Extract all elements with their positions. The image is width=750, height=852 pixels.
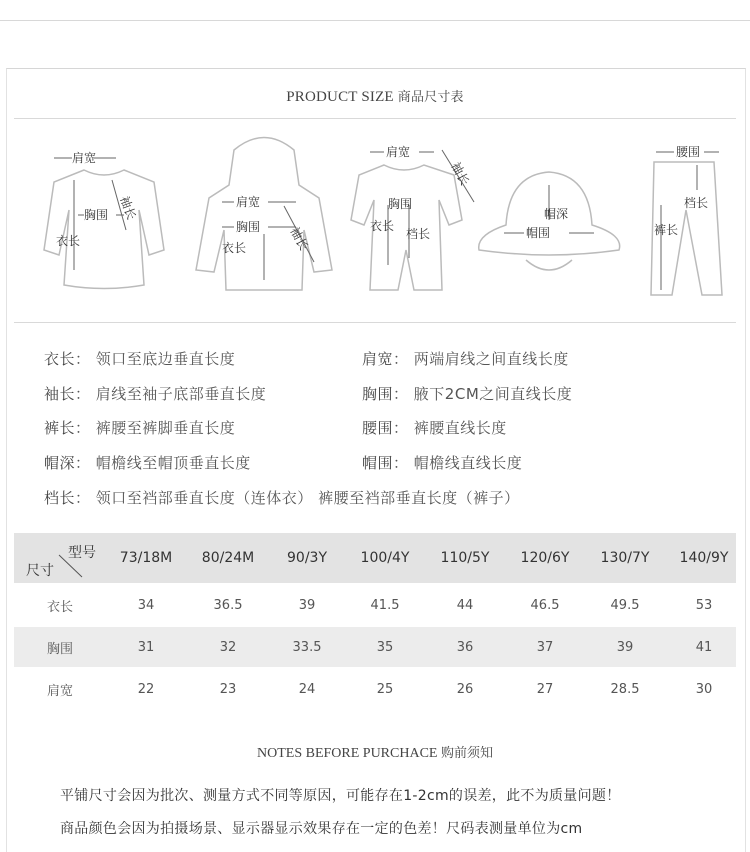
dress-shoulder-label: 肩宽 [72,151,97,165]
illustration-rule [14,322,736,323]
romper-length-label: 衣长 [370,219,395,233]
definition-item: 帽围： 帽檐线直线长度 [362,454,523,472]
table-cell: 36 [456,639,474,655]
table-cell: 31 [137,639,155,655]
jacket-length-label: 衣长 [222,241,247,255]
table-cell: 36.5 [213,597,243,613]
note-line: 平铺尺寸会因为批次、测量方式不同等原因，可能存在1-2cm的误差，此不为质量问题！ [60,788,621,804]
table-cell: 23 [219,681,237,697]
romper-chest-label: 胸围 [388,197,413,211]
definition-item: 档长： 领口至裆部垂直长度（连体衣） 裤腰至裆部垂直长度（裤子） [44,489,520,507]
definition-item: 袖长： 肩线至袖子底部垂直长度 [44,385,267,403]
table-cell: 46.5 [530,597,560,613]
hat-circ-label: 帽围 [526,226,551,240]
table-header-row [14,533,736,583]
dress-illustration [44,170,164,289]
definition-item: 腰围： 裤腰直线长度 [362,419,507,437]
pants-rise-label: 档长 [684,196,709,210]
notes-title-cn: 购前须知 [440,746,493,761]
table-cell: 44 [456,597,474,613]
corner-measure-label: 尺寸 [26,563,54,579]
definition-item: 帽深： 帽檐线至帽顶垂直长度 [44,454,251,472]
notes-title-en: NOTES BEFORE PURCHACE [257,746,438,761]
table-cell: 49.5 [610,597,640,613]
size-header: 80/24M [201,550,255,566]
size-header: 90/3Y [287,550,327,566]
row-label: 肩宽 [46,683,74,699]
definition-item: 衣长： 领口至底边垂直长度 [44,350,236,368]
hat-depth-label: 帽深 [544,207,569,221]
dress-sleeve-label: 袖长 [117,194,139,222]
garment-illustrations-svg [14,130,736,310]
table-cell: 39 [298,597,316,613]
dress-chest-label: 胸围 [84,208,109,222]
definition-item: 肩宽： 两端肩线之间直线长度 [362,350,569,368]
table-row [14,627,736,667]
table-cell: 32 [219,639,237,655]
jacket-sleeve-label: 袖长 [287,224,311,253]
table-row [14,585,736,625]
table-cell: 28.5 [610,681,640,697]
table-cell: 37 [536,639,554,655]
table-cell: 24 [298,681,316,697]
size-header: 140/9Y [679,550,729,566]
jacket-chest-label: 胸围 [236,220,261,234]
table-cell: 39 [616,639,634,655]
romper-rise-label: 档长 [406,227,431,241]
table-cell: 27 [536,681,554,697]
title-cn: 商品尺寸表 [397,90,464,105]
size-header: 100/4Y [360,550,410,566]
table-cell: 30 [695,681,713,697]
table-cell: 41 [695,639,713,655]
romper-sleeve-label: 袖长 [448,159,472,188]
pants-waist-label: 腰围 [676,145,701,159]
size-chart-title [0,86,750,106]
table-cell: 33.5 [292,639,322,655]
jacket-shoulder-label: 肩宽 [236,195,261,209]
row-label: 衣长 [46,599,74,615]
size-header: 73/18M [119,550,173,566]
table-cell: 26 [456,681,474,697]
row-label: 胸围 [46,641,74,657]
table-cell: 25 [376,681,394,697]
table-cell: 53 [695,597,713,613]
dress-length-label: 衣长 [56,234,81,248]
romper-shoulder-label: 肩宽 [386,145,411,159]
size-header: 120/6Y [520,550,570,566]
table-cell: 35 [376,639,394,655]
title-en: PRODUCT SIZE [286,89,394,105]
table-cell: 34 [137,597,155,613]
corner-size-model-label: 型号 [68,545,96,561]
definition-item: 裤长： 裤腰至裤脚垂直长度 [44,419,236,437]
table-cell: 22 [137,681,155,697]
notes-title [0,742,750,762]
title-rule [14,118,736,119]
table-cell: 41.5 [370,597,400,613]
size-header: 110/5Y [440,550,490,566]
pants-length-label: 裤长 [654,223,679,237]
table-corner [14,533,104,583]
garment-illustrations [14,130,736,310]
definition-item: 胸围： 腋下2CM之间直线长度 [362,385,573,403]
note-line: 商品颜色会因为拍摄场景、显示器显示效果存在一定的色差！尺码表测量单位为cm [60,821,583,837]
size-header: 130/7Y [600,550,650,566]
top-divider [0,0,750,21]
table-row [14,669,736,709]
